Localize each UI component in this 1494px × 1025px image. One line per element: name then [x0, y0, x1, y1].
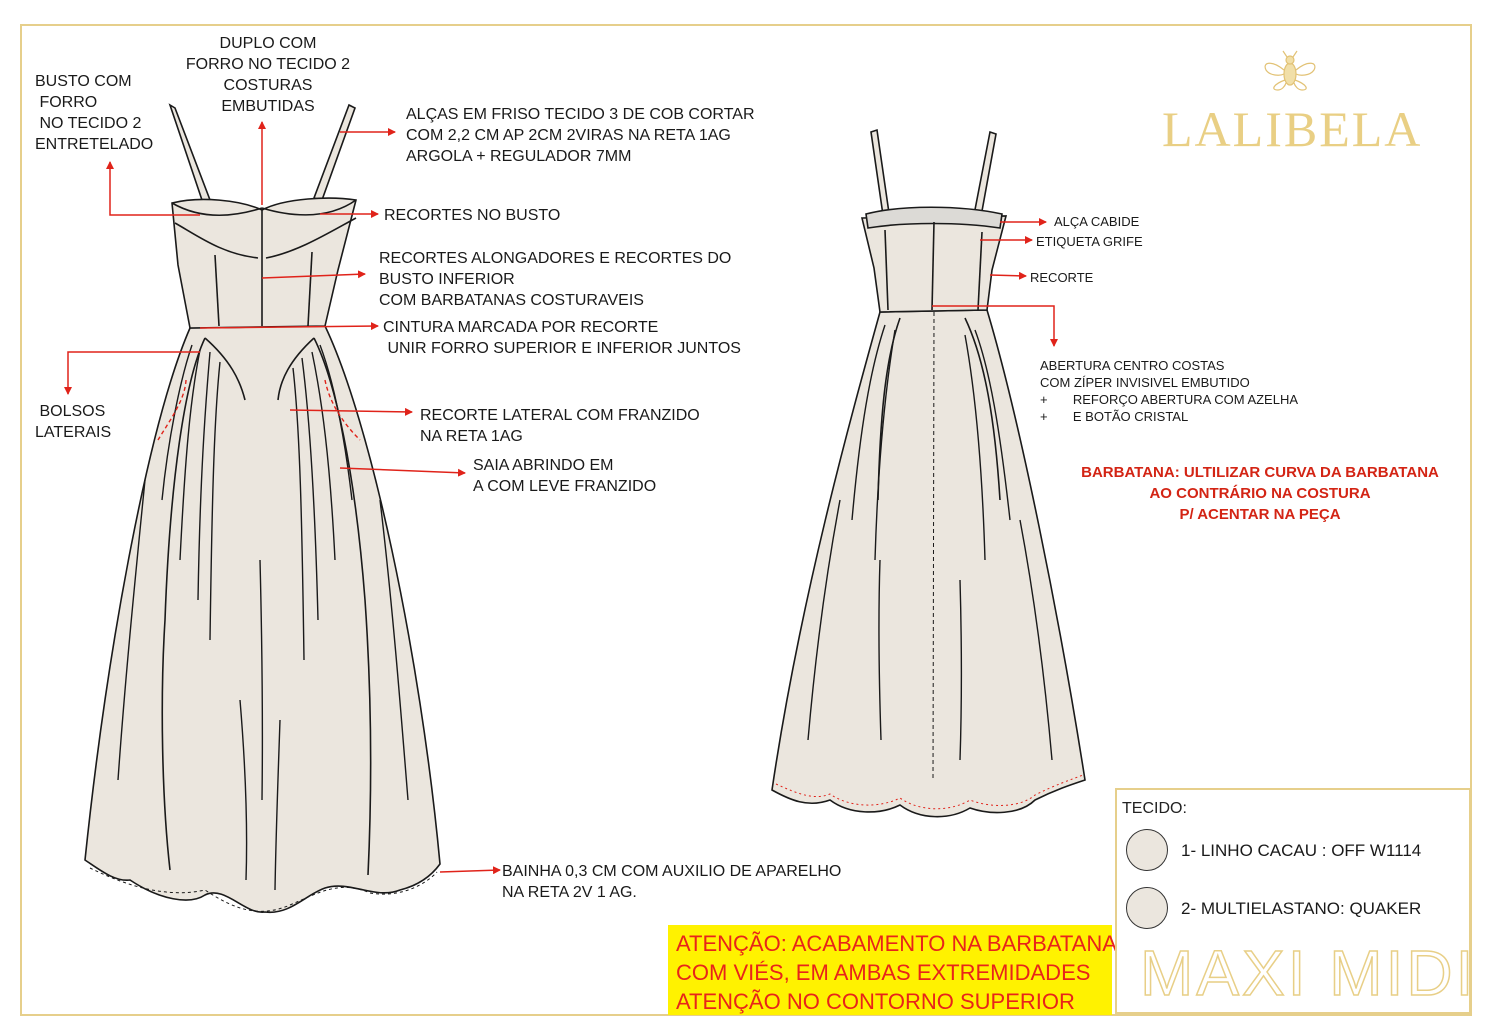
bee-icon	[1265, 51, 1315, 90]
model-name: MAXI MIDI	[1140, 937, 1477, 1009]
label-duplo-forro: DUPLO COM FORRO NO TECIDO 2 COSTURAS EMBUTIDAS	[185, 35, 351, 115]
front-left-strap	[170, 105, 210, 203]
attention-box: ATENÇÃO: ACABAMENTO NA BARBATANA COM VIÉS, EM AMBAS EXTREMIDADES ATENÇÃO NO CONTORNO SUPERIOR	[668, 925, 1112, 1015]
label-busto-forro: BUSTO COM FORRO NO TECIDO 2 ENTRETELADO	[35, 73, 154, 153]
label-etiqueta: ETIQUETA GRIFE	[1036, 234, 1143, 249]
label-saia: SAIA ABRINDO EM A COM LEVE FRANZIDO	[473, 457, 657, 495]
front-dress	[85, 105, 440, 912]
brand-logo-text: LALIBELA	[1162, 101, 1423, 157]
label-alca-cabide: ALÇA CABIDE	[1054, 214, 1140, 229]
front-skirt	[85, 326, 440, 912]
label-alcas: ALÇAS EM FRISO TECIDO 3 DE COB CORTAR COM 2,2 CM AP 2CM 2VIRAS NA RETA 1AG ARGOLA + REGULADOR 7MM	[406, 106, 755, 165]
label-cintura: CINTURA MARCADA POR RECORTE UNIR FORRO SUPERIOR E INFERIOR JUNTOS	[383, 319, 741, 357]
label-bainha: BAINHA 0,3 CM COM AUXILIO DE APARELHO NA RETA 2V 1 AG.	[502, 863, 842, 901]
fabric-item-1: 1- LINHO CACAU : OFF W1114	[1181, 841, 1422, 860]
label-recorte: RECORTE	[1030, 270, 1094, 285]
label-recortes-busto: RECORTES NO BUSTO	[384, 207, 561, 224]
label-abertura: ABERTURA CENTRO COSTAS COM ZÍPER INVISIVEL EMBUTIDO + REFORÇO ABERTURA COM AZELHA + E BOTÃO CRISTAL	[1040, 358, 1299, 424]
fabric-item-2: 2- MULTIELASTANO: QUAKER	[1181, 899, 1422, 918]
fabric-title: TECIDO:	[1122, 800, 1187, 817]
front-right-strap	[314, 105, 355, 200]
barbatana-note: BARBATANA: ULTILIZAR CURVA DA BARBATANA AO CONTRÁRIO NA COSTURA P/ ACENTAR NA PEÇA	[1081, 464, 1439, 523]
label-recortes-alongadores: RECORTES ALONGADORES E RECORTES DO BUSTO INFERIOR COM BARBATANAS COSTURAVEIS	[379, 250, 732, 309]
label-recorte-lateral: RECORTE LATERAL COM FRANZIDO NA RETA 1AG	[420, 407, 700, 445]
back-skirt	[772, 310, 1085, 817]
front-bodice	[172, 198, 356, 328]
label-bolsos: BOLSOS LATERAIS	[35, 403, 112, 441]
fabric-swatch-1	[1126, 829, 1168, 871]
fabric-swatch-2	[1126, 887, 1168, 929]
